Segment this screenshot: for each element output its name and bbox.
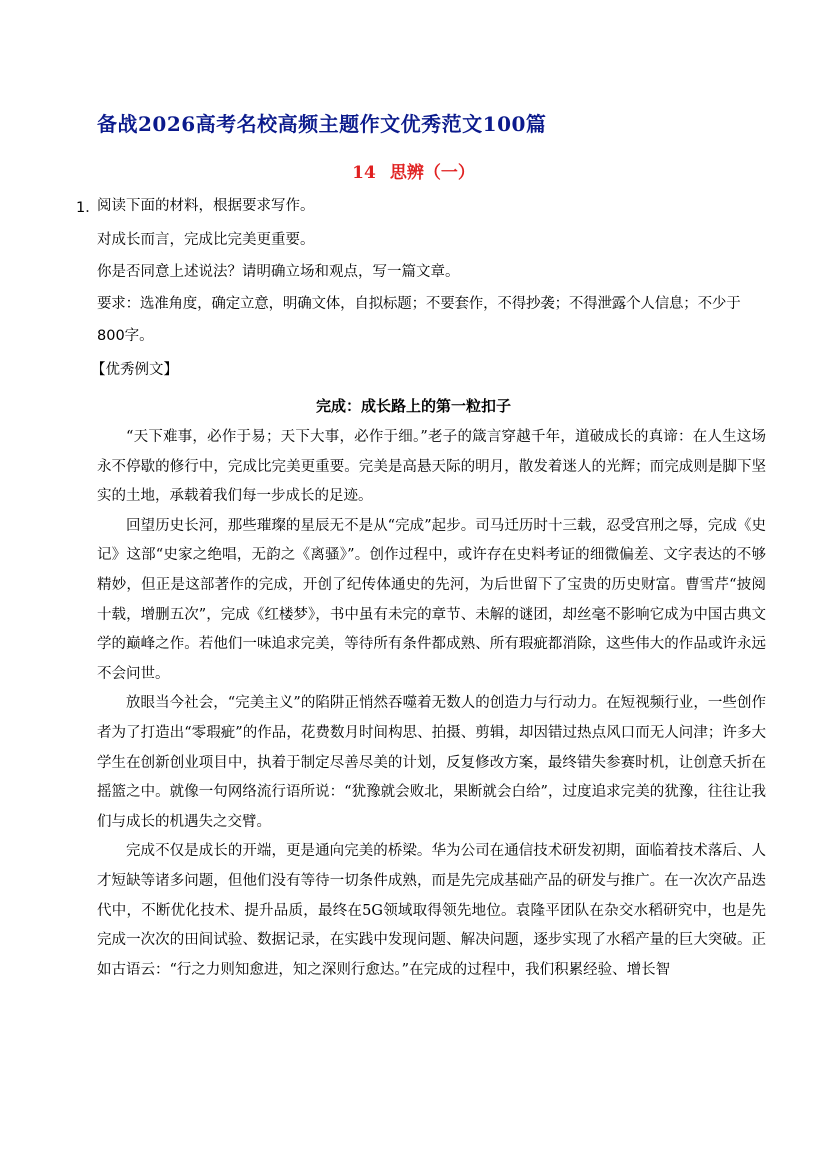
essay-paragraph: 放眼当今社会，“完美主义”的陷阱正悄然吞噬着无数人的创造力与行动力。在短视频行业，一些创作者为了打造出“零瑕疵”的作品，花费数月时间构思、拍摄、剪辑，却因错过热点风口而无人问津；许多大学生在创新创业项目中，执着于制定尽善尽美的计划，反复修改方案，最终错失参赛时机，让创意夭折在摇篮之中。就像一句网络流行语所说：“犹豫就会败北，果断就会白给”，过度追求完美的犹豫，往往让我们与成长的机遇失之交臂。 <box>97 695 766 830</box>
section-number: 14 <box>352 163 376 183</box>
essay-paragraph: 完成不仅是成长的开端，更是通向完美的桥梁。华为公司在通信技术研发初期，面临着技术落后、人才短缺等诸多问题，但他们没有等待一切条件成熟，而是先完成基础产品的研发与推广。在一次次产品迭代中，不断优化技术、提升品质，最终在5G领域取得领先地位。袁隆平团队在杂交水稻研究中，也是先完成一次次的田间试验、数据记录，在实践中发现问题、解决问题，逐步实现了水稻产量的巨大突破。正如古语云：“行之力则知愈进，知之深则行愈达。”在完成的过程中，我们积累经验、增长智 <box>97 843 766 978</box>
question-number: 1． <box>76 200 100 216</box>
question-instruction: 阅读下面的材料，根据要求写作。 <box>97 198 315 214</box>
essay-paragraph: 回望历史长河，那些璀璨的星辰无不是从“完成”起步。司马迁历时十三载，忍受宫刑之辱，完成《史记》这部“史家之绝唱，无韵之《离骚》”。创作过程中，或许存在史料考证的细微偏差、文字表达的不够精妙，但正是这部著作的完成，开创了纪传体通史的先河，为后世留下了宝贵的历史财富。曹雪芹“披阅十载，增删五次”，完成《红楼梦》，书中虽有未完的章节、未解的谜团，却丝毫不影响它成为中国古典文学的巅峰之作。若他们一味追求完美，等待所有条件都成熟、所有瑕疵都消除，这些伟大的作品或许永远不会问世。 <box>97 517 766 682</box>
essay-paragraph: “天下难事，必作于易；天下大事，必作于细。”老子的箴言穿越千年，道破成长的真谛：在人生这场永不停歇的修行中，完成比完美更重要。完美是高悬天际的明月，散发着迷人的光辉；而完成则是脚下坚实的土地，承载着我们每一步成长的足迹。 <box>97 429 766 505</box>
question-requirements-line2: 800字。 <box>97 328 154 344</box>
question-prompt: 你是否同意上述说法？请明确立场和观点，写一篇文章。 <box>97 264 460 280</box>
essay-body <box>97 423 766 985</box>
section-title: 思辨（一） <box>389 163 475 183</box>
document-title: 备战2026高考名校高频主题作文优秀范文100篇 <box>97 112 547 136</box>
section-heading <box>0 158 827 183</box>
example-label: 【优秀例文】 <box>91 362 178 378</box>
question-material: 对成长而言，完成比完美更重要。 <box>97 232 315 248</box>
question-requirements-line1: 要求：选准角度，确定立意，明确文体，自拟标题；不要套作，不得抄袭；不得泄露个人信息；不少于 <box>97 296 741 312</box>
essay-title: 完成：成长路上的第一粒扣子 <box>315 397 511 415</box>
